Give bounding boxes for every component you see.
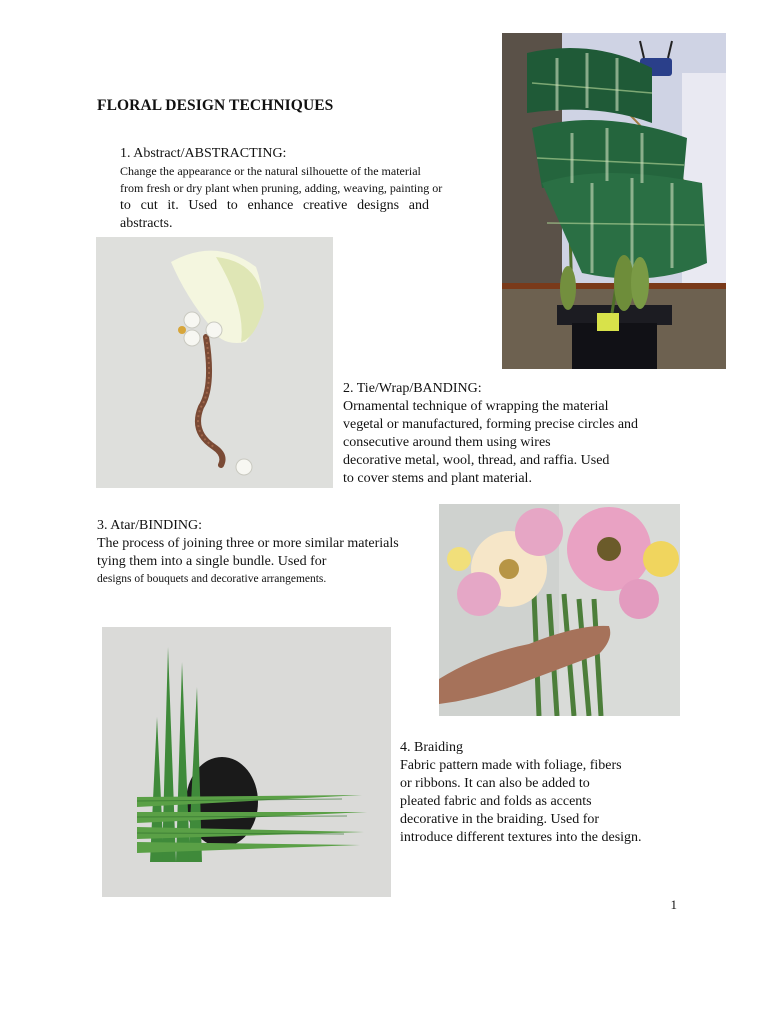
section-text-line: Fabric pattern made with foliage, fibers — [400, 758, 622, 773]
section-text-line: to cover stems and plant material. — [343, 471, 532, 486]
section-text-line: vegetal or manufactured, forming precise circles and — [343, 417, 639, 432]
section-heading: 2. Tie/Wrap/BANDING: — [343, 381, 482, 396]
section-text-line: decorative metal, wool, thread, and raffia. Used — [343, 453, 610, 468]
monstera-arrangement-photo — [502, 33, 726, 369]
section-text-line: abstracts. — [120, 216, 173, 231]
section-banding — [343, 380, 663, 488]
section-braiding — [400, 739, 670, 847]
gerbera-bouquet-photo — [439, 504, 680, 716]
section-heading: 4. Braiding — [400, 740, 463, 755]
section-text-line: pleated fabric and folds as accents — [400, 794, 592, 809]
section-text-line: Change the appearance or the natural silhouette of the material — [120, 164, 421, 178]
section-heading: 3. Atar/BINDING: — [97, 518, 202, 533]
braided-leaves-photo — [102, 627, 391, 897]
section-text-line: consecutive around them using wires — [343, 435, 551, 450]
page-number: 1 — [670, 897, 677, 912]
section-text-line: tying them into a single bundle. Used for — [97, 554, 327, 569]
section-text-line: introduce different textures into the design. — [400, 830, 642, 845]
section-text-line: or ribbons. It can also be added to — [400, 776, 590, 791]
section-text-line: decorative in the braiding. Used for — [400, 812, 600, 827]
page-title: FLORAL DESIGN TECHNIQUES — [97, 97, 334, 114]
section-text-line: from fresh or dry plant when pruning, adding, weaving, painting or — [120, 181, 443, 195]
section-text-line: The process of joining three or more similar materials — [97, 536, 399, 551]
section-text-line: to cut it. Used to enhance creative designs and — [120, 198, 429, 213]
boutonniere-photo — [96, 237, 333, 488]
section-abstracting — [120, 145, 485, 233]
section-heading: 1. Abstract/ABSTRACTING: — [120, 146, 287, 161]
section-text-line: Ornamental technique of wrapping the material — [343, 399, 609, 414]
section-binding — [97, 517, 417, 588]
section-text-line: designs of bouquets and decorative arrangements. — [97, 573, 327, 585]
